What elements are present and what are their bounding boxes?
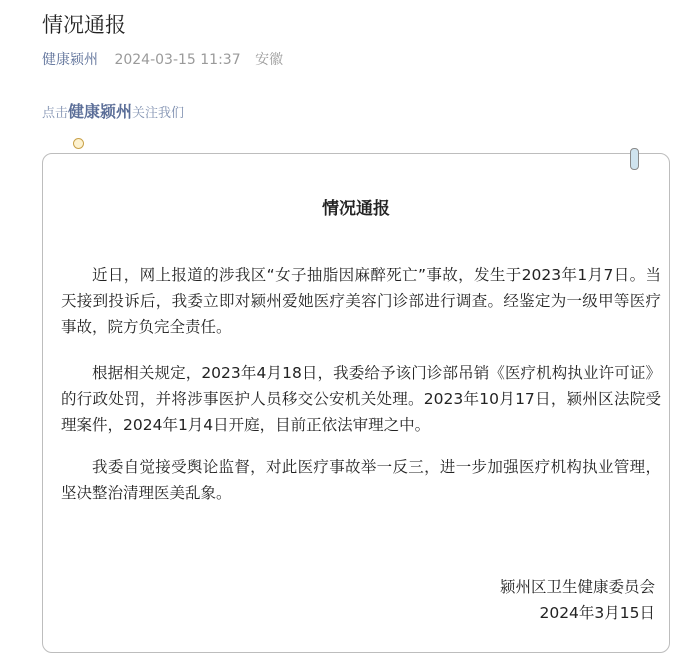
account-name-link[interactable]: 健康颍州 <box>42 52 98 68</box>
publish-location: 安徽 <box>255 52 284 68</box>
decorative-pin-icon <box>630 148 639 170</box>
signature-date: 2024年3月15日 <box>539 604 655 622</box>
follow-prefix: 点击 <box>42 106 69 121</box>
notice-paragraph-2: 根据相关规定，2023年4月18日，我委给予该门诊部吊销《医疗机构执业许可证》的行政处罚，并将涉事医护人员移交公安机关处理。2023年10月17日，颍州区法院受理案件，2024年1月4日开庭，目前正依法审理之中。 <box>61 364 661 434</box>
signature-org: 颍州区卫生健康委员会 <box>499 578 655 596</box>
notice-card <box>42 153 670 653</box>
follow-account-link[interactable]: 健康颍州 <box>68 102 133 121</box>
notice-paragraph-3: 我委自觉接受舆论监督，对此医疗事故举一反三，进一步加强医疗机构执业管理，坚决整治清理医美乱象。 <box>61 458 661 502</box>
follow-suffix: 关注我们 <box>132 106 185 121</box>
decorative-circle-icon <box>73 138 84 149</box>
publish-date: 2024-03-15 11:37 <box>114 52 241 68</box>
follow-banner <box>42 100 184 126</box>
notice-signature <box>500 574 655 626</box>
notice-title: 情况通报 <box>322 199 390 219</box>
article-meta <box>42 50 283 70</box>
article-title: 情况通报 <box>42 13 126 37</box>
notice-paragraph-1: 近日，网上报道的涉我区“女子抽脂因麻醉死亡”事故，发生于2023年1月7日。当天接到投诉后，我委立即对颍州爱她医疗美容门诊部进行调查。经鉴定为一级甲等医疗事故，院方负完全责任。 <box>61 266 661 336</box>
